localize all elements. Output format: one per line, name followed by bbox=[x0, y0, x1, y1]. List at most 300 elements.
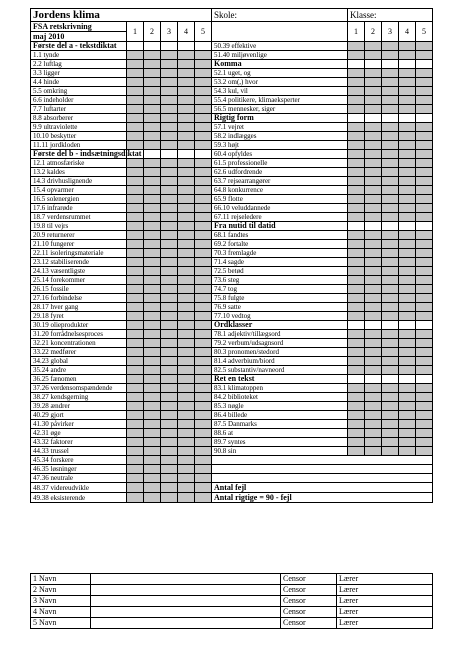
score-cell[interactable] bbox=[127, 348, 144, 357]
score-cell[interactable] bbox=[399, 78, 416, 87]
score-cell[interactable] bbox=[416, 267, 433, 276]
score-cell[interactable] bbox=[195, 411, 212, 420]
teacher-field[interactable]: Lærer bbox=[337, 618, 433, 629]
score-cell[interactable] bbox=[399, 420, 416, 429]
score-cell[interactable] bbox=[382, 429, 399, 438]
score-cell[interactable] bbox=[348, 105, 365, 114]
score-cell[interactable] bbox=[161, 465, 178, 474]
score-cell[interactable] bbox=[178, 303, 195, 312]
score-cell[interactable] bbox=[161, 231, 178, 240]
score-cell[interactable] bbox=[348, 438, 365, 447]
score-cell[interactable] bbox=[178, 276, 195, 285]
score-cell[interactable] bbox=[144, 51, 161, 60]
score-cell[interactable] bbox=[161, 60, 178, 69]
score-cell[interactable] bbox=[195, 249, 212, 258]
score-cell[interactable] bbox=[195, 96, 212, 105]
score-cell[interactable] bbox=[161, 474, 178, 483]
score-cell[interactable] bbox=[365, 294, 382, 303]
score-cell[interactable] bbox=[348, 258, 365, 267]
score-cell[interactable] bbox=[161, 447, 178, 456]
score-cell[interactable] bbox=[195, 213, 212, 222]
score-cell[interactable] bbox=[365, 96, 382, 105]
score-cell[interactable] bbox=[195, 114, 212, 123]
score-cell[interactable] bbox=[399, 195, 416, 204]
score-cell[interactable] bbox=[144, 493, 161, 503]
score-cell[interactable] bbox=[382, 348, 399, 357]
score-cell[interactable] bbox=[348, 402, 365, 411]
score-cell[interactable] bbox=[144, 87, 161, 96]
score-cell[interactable] bbox=[178, 483, 195, 493]
score-cell[interactable] bbox=[348, 330, 365, 339]
score-cell[interactable] bbox=[416, 312, 433, 321]
score-cell[interactable] bbox=[365, 213, 382, 222]
score-cell[interactable] bbox=[195, 339, 212, 348]
score-cell[interactable] bbox=[178, 195, 195, 204]
score-cell[interactable] bbox=[348, 357, 365, 366]
teacher-field[interactable]: Lærer bbox=[337, 607, 433, 618]
score-cell[interactable] bbox=[144, 267, 161, 276]
score-cell[interactable] bbox=[144, 375, 161, 384]
score-cell[interactable] bbox=[399, 141, 416, 150]
teacher-field[interactable]: Lærer bbox=[337, 596, 433, 607]
score-cell[interactable] bbox=[127, 420, 144, 429]
score-cell[interactable] bbox=[365, 42, 382, 51]
score-cell[interactable] bbox=[416, 141, 433, 150]
score-cell[interactable] bbox=[348, 420, 365, 429]
score-cell[interactable] bbox=[161, 420, 178, 429]
score-cell[interactable] bbox=[348, 78, 365, 87]
score-cell[interactable] bbox=[382, 141, 399, 150]
score-cell[interactable] bbox=[382, 69, 399, 78]
score-cell[interactable] bbox=[399, 69, 416, 78]
score-cell[interactable] bbox=[127, 456, 144, 465]
score-cell[interactable] bbox=[382, 285, 399, 294]
score-cell[interactable] bbox=[161, 330, 178, 339]
score-cell[interactable] bbox=[382, 78, 399, 87]
score-cell[interactable] bbox=[127, 213, 144, 222]
score-cell[interactable] bbox=[161, 429, 178, 438]
score-cell[interactable] bbox=[348, 69, 365, 78]
score-cell[interactable] bbox=[127, 339, 144, 348]
score-cell[interactable] bbox=[161, 141, 178, 150]
score-cell[interactable] bbox=[161, 186, 178, 195]
score-cell[interactable] bbox=[161, 240, 178, 249]
score-cell[interactable] bbox=[144, 348, 161, 357]
score-cell[interactable] bbox=[399, 384, 416, 393]
score-cell[interactable] bbox=[144, 456, 161, 465]
score-cell[interactable] bbox=[178, 375, 195, 384]
score-cell[interactable] bbox=[382, 204, 399, 213]
score-cell[interactable] bbox=[161, 258, 178, 267]
student-name-field[interactable] bbox=[91, 574, 281, 585]
score-cell[interactable] bbox=[416, 258, 433, 267]
score-cell[interactable] bbox=[365, 438, 382, 447]
score-cell[interactable] bbox=[416, 195, 433, 204]
score-cell[interactable] bbox=[348, 366, 365, 375]
score-cell[interactable] bbox=[161, 312, 178, 321]
score-cell[interactable] bbox=[399, 267, 416, 276]
score-cell[interactable] bbox=[144, 186, 161, 195]
score-cell[interactable] bbox=[144, 393, 161, 402]
score-cell[interactable] bbox=[195, 294, 212, 303]
score-cell[interactable] bbox=[178, 168, 195, 177]
score-cell[interactable] bbox=[161, 267, 178, 276]
score-cell[interactable] bbox=[195, 186, 212, 195]
score-cell[interactable] bbox=[365, 303, 382, 312]
score-cell[interactable] bbox=[178, 96, 195, 105]
score-cell[interactable] bbox=[382, 339, 399, 348]
score-cell[interactable] bbox=[144, 276, 161, 285]
score-cell[interactable] bbox=[178, 105, 195, 114]
score-cell[interactable] bbox=[178, 456, 195, 465]
score-cell[interactable] bbox=[144, 96, 161, 105]
score-cell[interactable] bbox=[348, 159, 365, 168]
score-cell[interactable] bbox=[195, 285, 212, 294]
score-cell[interactable] bbox=[365, 330, 382, 339]
score-cell[interactable] bbox=[178, 438, 195, 447]
score-cell[interactable] bbox=[178, 141, 195, 150]
score-cell[interactable] bbox=[178, 60, 195, 69]
score-cell[interactable] bbox=[382, 105, 399, 114]
score-cell[interactable] bbox=[195, 465, 212, 474]
score-cell[interactable] bbox=[365, 411, 382, 420]
score-cell[interactable] bbox=[144, 357, 161, 366]
score-cell[interactable] bbox=[399, 150, 416, 159]
score-cell[interactable] bbox=[365, 357, 382, 366]
score-cell[interactable] bbox=[416, 429, 433, 438]
score-cell[interactable] bbox=[161, 204, 178, 213]
score-cell[interactable] bbox=[178, 114, 195, 123]
score-cell[interactable] bbox=[195, 420, 212, 429]
score-cell[interactable] bbox=[365, 186, 382, 195]
score-cell[interactable] bbox=[144, 78, 161, 87]
score-cell[interactable] bbox=[127, 177, 144, 186]
score-cell[interactable] bbox=[127, 249, 144, 258]
score-cell[interactable] bbox=[127, 321, 144, 330]
student-name-field[interactable] bbox=[91, 596, 281, 607]
score-cell[interactable] bbox=[382, 402, 399, 411]
score-cell[interactable] bbox=[416, 285, 433, 294]
score-cell[interactable] bbox=[127, 474, 144, 483]
score-cell[interactable] bbox=[161, 276, 178, 285]
score-cell[interactable] bbox=[144, 420, 161, 429]
score-cell[interactable] bbox=[365, 195, 382, 204]
score-cell[interactable] bbox=[161, 96, 178, 105]
score-cell[interactable] bbox=[178, 384, 195, 393]
score-cell[interactable] bbox=[399, 51, 416, 60]
score-cell[interactable] bbox=[127, 366, 144, 375]
score-cell[interactable] bbox=[161, 114, 178, 123]
score-cell[interactable] bbox=[382, 303, 399, 312]
score-cell[interactable] bbox=[399, 312, 416, 321]
score-cell[interactable] bbox=[144, 195, 161, 204]
score-cell[interactable] bbox=[382, 249, 399, 258]
score-cell[interactable] bbox=[195, 429, 212, 438]
score-cell[interactable] bbox=[365, 258, 382, 267]
score-cell[interactable] bbox=[382, 159, 399, 168]
score-cell[interactable] bbox=[348, 231, 365, 240]
score-cell[interactable] bbox=[416, 402, 433, 411]
score-cell[interactable] bbox=[178, 366, 195, 375]
score-cell[interactable] bbox=[127, 123, 144, 132]
score-cell[interactable] bbox=[161, 393, 178, 402]
score-cell[interactable] bbox=[348, 267, 365, 276]
score-cell[interactable] bbox=[382, 258, 399, 267]
score-cell[interactable] bbox=[127, 258, 144, 267]
score-cell[interactable] bbox=[365, 87, 382, 96]
score-cell[interactable] bbox=[161, 438, 178, 447]
score-cell[interactable] bbox=[348, 150, 365, 159]
score-cell[interactable] bbox=[348, 276, 365, 285]
score-cell[interactable] bbox=[195, 375, 212, 384]
score-cell[interactable] bbox=[144, 159, 161, 168]
score-cell[interactable] bbox=[127, 195, 144, 204]
score-cell[interactable] bbox=[127, 303, 144, 312]
teacher-field[interactable]: Lærer bbox=[337, 585, 433, 596]
score-cell[interactable] bbox=[416, 42, 433, 51]
score-cell[interactable] bbox=[365, 267, 382, 276]
score-cell[interactable] bbox=[161, 375, 178, 384]
score-cell[interactable] bbox=[365, 231, 382, 240]
score-cell[interactable] bbox=[416, 420, 433, 429]
score-cell[interactable] bbox=[161, 384, 178, 393]
score-cell[interactable] bbox=[178, 123, 195, 132]
score-cell[interactable] bbox=[144, 312, 161, 321]
score-cell[interactable] bbox=[178, 240, 195, 249]
score-cell[interactable] bbox=[161, 213, 178, 222]
score-cell[interactable] bbox=[195, 78, 212, 87]
score-cell[interactable] bbox=[195, 222, 212, 231]
score-cell[interactable] bbox=[161, 51, 178, 60]
score-cell[interactable] bbox=[365, 105, 382, 114]
score-cell[interactable] bbox=[416, 132, 433, 141]
score-cell[interactable] bbox=[416, 231, 433, 240]
score-cell[interactable] bbox=[127, 375, 144, 384]
score-cell[interactable] bbox=[365, 132, 382, 141]
score-cell[interactable] bbox=[416, 348, 433, 357]
class-field[interactable]: Klasse: bbox=[348, 9, 433, 22]
score-cell[interactable] bbox=[144, 141, 161, 150]
score-cell[interactable] bbox=[399, 357, 416, 366]
score-cell[interactable] bbox=[382, 213, 399, 222]
score-cell[interactable] bbox=[144, 69, 161, 78]
score-cell[interactable] bbox=[399, 276, 416, 285]
score-cell[interactable] bbox=[399, 429, 416, 438]
score-cell[interactable] bbox=[127, 132, 144, 141]
score-cell[interactable] bbox=[399, 186, 416, 195]
score-cell[interactable] bbox=[195, 493, 212, 503]
score-cell[interactable] bbox=[195, 159, 212, 168]
score-cell[interactable] bbox=[348, 348, 365, 357]
score-cell[interactable] bbox=[161, 249, 178, 258]
score-cell[interactable] bbox=[161, 294, 178, 303]
score-cell[interactable] bbox=[382, 186, 399, 195]
score-cell[interactable] bbox=[144, 402, 161, 411]
score-cell[interactable] bbox=[399, 303, 416, 312]
score-cell[interactable] bbox=[178, 78, 195, 87]
score-cell[interactable] bbox=[178, 267, 195, 276]
score-cell[interactable] bbox=[195, 312, 212, 321]
score-cell[interactable] bbox=[195, 438, 212, 447]
score-cell[interactable] bbox=[348, 285, 365, 294]
score-cell[interactable] bbox=[348, 42, 365, 51]
score-cell[interactable] bbox=[127, 96, 144, 105]
score-cell[interactable] bbox=[399, 339, 416, 348]
score-cell[interactable] bbox=[178, 204, 195, 213]
score-cell[interactable] bbox=[195, 51, 212, 60]
score-cell[interactable] bbox=[399, 204, 416, 213]
score-cell[interactable] bbox=[348, 429, 365, 438]
score-cell[interactable] bbox=[161, 348, 178, 357]
score-cell[interactable] bbox=[365, 240, 382, 249]
score-cell[interactable] bbox=[416, 357, 433, 366]
score-cell[interactable] bbox=[195, 168, 212, 177]
score-cell[interactable] bbox=[399, 402, 416, 411]
score-cell[interactable] bbox=[382, 276, 399, 285]
score-cell[interactable] bbox=[178, 258, 195, 267]
score-cell[interactable] bbox=[399, 249, 416, 258]
score-cell[interactable] bbox=[178, 87, 195, 96]
score-cell[interactable] bbox=[365, 276, 382, 285]
score-cell[interactable] bbox=[365, 51, 382, 60]
score-cell[interactable] bbox=[416, 447, 433, 456]
score-cell[interactable] bbox=[365, 204, 382, 213]
score-cell[interactable] bbox=[127, 114, 144, 123]
score-cell[interactable] bbox=[416, 105, 433, 114]
score-cell[interactable] bbox=[161, 321, 178, 330]
score-cell[interactable] bbox=[348, 141, 365, 150]
score-cell[interactable] bbox=[416, 303, 433, 312]
score-cell[interactable] bbox=[195, 60, 212, 69]
score-cell[interactable] bbox=[416, 294, 433, 303]
score-cell[interactable] bbox=[161, 493, 178, 503]
score-cell[interactable] bbox=[399, 42, 416, 51]
score-cell[interactable] bbox=[178, 132, 195, 141]
score-cell[interactable] bbox=[144, 60, 161, 69]
score-cell[interactable] bbox=[399, 366, 416, 375]
score-cell[interactable] bbox=[382, 384, 399, 393]
score-cell[interactable] bbox=[178, 231, 195, 240]
score-cell[interactable] bbox=[178, 447, 195, 456]
score-cell[interactable] bbox=[416, 240, 433, 249]
score-cell[interactable] bbox=[365, 150, 382, 159]
score-cell[interactable] bbox=[144, 339, 161, 348]
score-cell[interactable] bbox=[365, 429, 382, 438]
censor-field[interactable]: Censor bbox=[281, 596, 337, 607]
score-cell[interactable] bbox=[144, 411, 161, 420]
student-name-field[interactable] bbox=[91, 618, 281, 629]
score-cell[interactable] bbox=[195, 177, 212, 186]
score-cell[interactable] bbox=[365, 393, 382, 402]
score-cell[interactable] bbox=[127, 429, 144, 438]
score-cell[interactable] bbox=[348, 384, 365, 393]
score-cell[interactable] bbox=[127, 294, 144, 303]
score-cell[interactable] bbox=[416, 78, 433, 87]
censor-field[interactable]: Censor bbox=[281, 585, 337, 596]
score-cell[interactable] bbox=[161, 303, 178, 312]
score-cell[interactable] bbox=[399, 294, 416, 303]
score-cell[interactable] bbox=[178, 411, 195, 420]
score-cell[interactable] bbox=[365, 339, 382, 348]
score-cell[interactable] bbox=[127, 186, 144, 195]
score-cell[interactable] bbox=[178, 294, 195, 303]
score-cell[interactable] bbox=[399, 411, 416, 420]
score-cell[interactable] bbox=[416, 330, 433, 339]
score-cell[interactable] bbox=[178, 339, 195, 348]
score-cell[interactable] bbox=[161, 105, 178, 114]
score-cell[interactable] bbox=[178, 402, 195, 411]
score-cell[interactable] bbox=[348, 177, 365, 186]
score-cell[interactable] bbox=[416, 204, 433, 213]
score-cell[interactable] bbox=[382, 150, 399, 159]
score-cell[interactable] bbox=[348, 186, 365, 195]
score-cell[interactable] bbox=[144, 231, 161, 240]
score-cell[interactable] bbox=[144, 177, 161, 186]
score-cell[interactable] bbox=[399, 177, 416, 186]
score-cell[interactable] bbox=[365, 447, 382, 456]
score-cell[interactable] bbox=[348, 195, 365, 204]
score-cell[interactable] bbox=[416, 366, 433, 375]
score-cell[interactable] bbox=[178, 285, 195, 294]
score-cell[interactable] bbox=[127, 78, 144, 87]
score-cell[interactable] bbox=[365, 123, 382, 132]
score-cell[interactable] bbox=[178, 420, 195, 429]
score-cell[interactable] bbox=[416, 249, 433, 258]
score-cell[interactable] bbox=[416, 168, 433, 177]
score-cell[interactable] bbox=[399, 438, 416, 447]
score-cell[interactable] bbox=[416, 384, 433, 393]
score-cell[interactable] bbox=[127, 438, 144, 447]
score-cell[interactable] bbox=[348, 411, 365, 420]
score-cell[interactable] bbox=[195, 384, 212, 393]
summary-field[interactable]: Antal rigtige = 90 - fejl bbox=[212, 493, 433, 503]
score-cell[interactable] bbox=[365, 312, 382, 321]
score-cell[interactable] bbox=[195, 348, 212, 357]
score-cell[interactable] bbox=[416, 96, 433, 105]
score-cell[interactable] bbox=[144, 168, 161, 177]
score-cell[interactable] bbox=[195, 132, 212, 141]
score-cell[interactable] bbox=[195, 204, 212, 213]
score-cell[interactable] bbox=[382, 393, 399, 402]
score-cell[interactable] bbox=[348, 303, 365, 312]
score-cell[interactable] bbox=[178, 393, 195, 402]
score-cell[interactable] bbox=[382, 420, 399, 429]
score-cell[interactable] bbox=[161, 366, 178, 375]
score-cell[interactable] bbox=[399, 231, 416, 240]
score-cell[interactable] bbox=[195, 258, 212, 267]
score-cell[interactable] bbox=[195, 276, 212, 285]
score-cell[interactable] bbox=[195, 105, 212, 114]
score-cell[interactable] bbox=[178, 357, 195, 366]
score-cell[interactable] bbox=[127, 231, 144, 240]
score-cell[interactable] bbox=[382, 96, 399, 105]
score-cell[interactable] bbox=[195, 123, 212, 132]
score-cell[interactable] bbox=[195, 69, 212, 78]
score-cell[interactable] bbox=[178, 249, 195, 258]
score-cell[interactable] bbox=[178, 429, 195, 438]
score-cell[interactable] bbox=[399, 168, 416, 177]
score-cell[interactable] bbox=[127, 357, 144, 366]
score-cell[interactable] bbox=[161, 357, 178, 366]
score-cell[interactable] bbox=[127, 384, 144, 393]
score-cell[interactable] bbox=[365, 177, 382, 186]
score-cell[interactable] bbox=[348, 312, 365, 321]
score-cell[interactable] bbox=[382, 195, 399, 204]
score-cell[interactable] bbox=[348, 132, 365, 141]
score-cell[interactable] bbox=[178, 330, 195, 339]
score-cell[interactable] bbox=[348, 204, 365, 213]
score-cell[interactable] bbox=[365, 141, 382, 150]
